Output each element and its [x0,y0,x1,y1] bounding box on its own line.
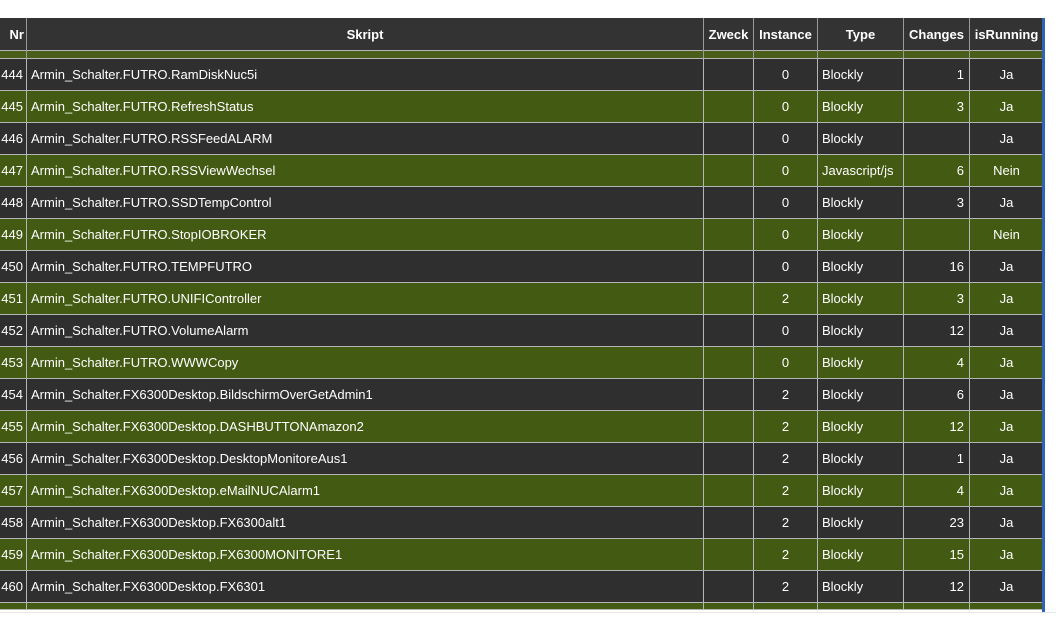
cell-type: Blockly [818,91,904,123]
cell-isrunning: Ja [970,123,1044,155]
cell-zweck [704,219,754,251]
table-row[interactable] [0,507,1044,539]
cell-zweck [704,571,754,603]
cell-skript: Armin_Schalter.FUTRO.SSDTempControl [27,187,704,219]
column-header-changes[interactable]: Changes [904,18,970,51]
cell-skript: Armin_Schalter.FUTRO.RSSFeedALARM [27,123,704,155]
cell-zweck [704,507,754,539]
table-row[interactable] [0,315,1044,347]
cell-nr: 453 [0,347,27,379]
cell-changes: 1 [904,443,970,475]
cell-nr: 458 [0,507,27,539]
table-row[interactable] [0,187,1044,219]
cell-changes: 15 [904,539,970,571]
cell-instance: 0 [754,59,818,91]
cell-instance: 0 [754,187,818,219]
cell-skript: Armin_Schalter.FUTRO.UNIFIController [27,283,704,315]
cell-skript: Armin_Schalter.FUTRO.RefreshStatus [27,91,704,123]
cell-changes: 3 [904,283,970,315]
table-row[interactable] [0,123,1044,155]
cell-isrunning: Ja [970,507,1044,539]
table-row[interactable] [0,59,1044,91]
cell-changes: 3 [904,91,970,123]
cell-type: Blockly [818,539,904,571]
cell-instance: 0 [754,315,818,347]
cell-isrunning: Nein [970,219,1044,251]
cell-skript: Armin_Schalter.FUTRO.RamDiskNuc5i [27,59,704,91]
cell-type: Blockly [818,251,904,283]
partial-cell [27,603,704,610]
cell-changes: 3 [904,187,970,219]
cell-type: Blockly [818,475,904,507]
cell-nr: 450 [0,251,27,283]
cell-instance: 2 [754,475,818,507]
cell-zweck [704,539,754,571]
partial-cell [704,603,754,610]
cell-instance: 0 [754,251,818,283]
cell-isrunning: Ja [970,379,1044,411]
cell-zweck [704,251,754,283]
bottom-divider [0,612,1056,613]
cell-zweck [704,59,754,91]
cell-type: Blockly [818,59,904,91]
scripts-table [0,18,1044,610]
cell-skript: Armin_Schalter.FUTRO.VolumeAlarm [27,315,704,347]
scripts-table-container [0,18,1056,612]
cell-zweck [704,475,754,507]
cell-nr: 449 [0,219,27,251]
cell-type: Blockly [818,379,904,411]
cell-instance: 2 [754,507,818,539]
cell-isrunning: Ja [970,251,1044,283]
table-header [0,18,1044,51]
cell-isrunning: Ja [970,187,1044,219]
cell-skript: Armin_Schalter.FX6300Desktop.DesktopMonitoreAus1 [27,443,704,475]
table-row[interactable] [0,283,1044,315]
cell-isrunning: Nein [970,155,1044,187]
cell-zweck [704,155,754,187]
cell-skript: Armin_Schalter.FX6300Desktop.FX6300MONITORE1 [27,539,704,571]
cell-skript: Armin_Schalter.FX6300Desktop.BildschirmOverGetAdmin1 [27,379,704,411]
cell-nr: 459 [0,539,27,571]
cell-nr: 446 [0,123,27,155]
partial-cell [0,603,27,610]
cell-changes: 4 [904,347,970,379]
cell-instance: 2 [754,571,818,603]
cell-changes: 12 [904,571,970,603]
cell-nr: 455 [0,411,27,443]
cell-nr: 444 [0,59,27,91]
table-row[interactable] [0,571,1044,603]
cell-isrunning: Ja [970,283,1044,315]
cell-skript: Armin_Schalter.FUTRO.StopIOBROKER [27,219,704,251]
cell-changes: 6 [904,379,970,411]
table-row[interactable] [0,443,1044,475]
cell-instance: 2 [754,283,818,315]
cell-type: Blockly [818,411,904,443]
cell-changes: 23 [904,507,970,539]
cell-instance: 0 [754,123,818,155]
cell-nr: 457 [0,475,27,507]
cell-nr: 456 [0,443,27,475]
cell-skript: Armin_Schalter.FX6300Desktop.FX6301 [27,571,704,603]
cell-type: Blockly [818,571,904,603]
column-header-zweck[interactable]: Zweck [704,18,754,51]
cell-zweck [704,379,754,411]
cell-instance: 0 [754,219,818,251]
column-header-isrunning[interactable]: isRunning [970,18,1044,51]
cell-type: Blockly [818,219,904,251]
table-row[interactable] [0,91,1044,123]
cell-instance: 2 [754,379,818,411]
cell-changes [904,219,970,251]
cell-type: Blockly [818,507,904,539]
partial-cell [970,603,1044,610]
cell-zweck [704,347,754,379]
column-header-skript[interactable]: Skript [27,18,704,51]
table-row-partial [0,603,1044,610]
table-row[interactable] [0,475,1044,507]
cell-nr: 448 [0,187,27,219]
cell-skript: Armin_Schalter.FX6300Desktop.FX6300alt1 [27,507,704,539]
cell-instance: 0 [754,91,818,123]
cell-nr: 454 [0,379,27,411]
cell-instance: 0 [754,347,818,379]
cell-changes: 12 [904,411,970,443]
cell-changes [904,123,970,155]
table-row[interactable] [0,219,1044,251]
cell-skript: Armin_Schalter.FUTRO.WWWCopy [27,347,704,379]
cell-zweck [704,411,754,443]
cell-instance: 2 [754,443,818,475]
cell-type: Blockly [818,187,904,219]
cell-type: Javascript/js [818,155,904,187]
cell-type: Blockly [818,123,904,155]
cell-nr: 447 [0,155,27,187]
table-row[interactable] [0,155,1044,187]
table-body [0,51,1044,610]
table-row[interactable] [0,379,1044,411]
cell-skript: Armin_Schalter.FX6300Desktop.eMailNUCAlarm1 [27,475,704,507]
cell-zweck [704,123,754,155]
cell-nr: 452 [0,315,27,347]
cell-changes: 12 [904,315,970,347]
right-edge-bar [1042,18,1045,612]
cell-changes: 16 [904,251,970,283]
cell-type: Blockly [818,443,904,475]
table-row[interactable] [0,411,1044,443]
cell-instance: 2 [754,411,818,443]
cell-isrunning: Ja [970,59,1044,91]
cell-changes: 1 [904,59,970,91]
cell-type: Blockly [818,283,904,315]
table-row[interactable] [0,251,1044,283]
cell-zweck [704,315,754,347]
cell-isrunning: Ja [970,91,1044,123]
cell-zweck [704,187,754,219]
cell-isrunning: Ja [970,539,1044,571]
cell-zweck [704,91,754,123]
cell-changes: 6 [904,155,970,187]
cell-type: Blockly [818,347,904,379]
partial-cell [818,603,904,610]
cell-instance: 0 [754,155,818,187]
cell-isrunning: Ja [970,347,1044,379]
column-header-nr[interactable]: Nr [0,18,27,51]
partial-cell [904,603,970,610]
cell-isrunning: Ja [970,411,1044,443]
cell-skript: Armin_Schalter.FX6300Desktop.DASHBUTTONAmazon2 [27,411,704,443]
cell-nr: 451 [0,283,27,315]
cell-nr: 445 [0,91,27,123]
cell-zweck [704,443,754,475]
cell-nr: 460 [0,571,27,603]
cell-zweck [704,283,754,315]
cell-skript: Armin_Schalter.FUTRO.RSSViewWechsel [27,155,704,187]
column-header-type[interactable]: Type [818,18,904,51]
cell-type: Blockly [818,315,904,347]
cell-instance: 2 [754,539,818,571]
cell-isrunning: Ja [970,443,1044,475]
column-header-instance[interactable]: Instance [754,18,818,51]
cell-isrunning: Ja [970,475,1044,507]
table-row[interactable] [0,539,1044,571]
cell-changes: 4 [904,475,970,507]
cell-skript: Armin_Schalter.FUTRO.TEMPFUTRO [27,251,704,283]
table-row[interactable] [0,347,1044,379]
cell-isrunning: Ja [970,571,1044,603]
partial-cell [754,603,818,610]
cell-isrunning: Ja [970,315,1044,347]
header-separator [0,51,1044,59]
